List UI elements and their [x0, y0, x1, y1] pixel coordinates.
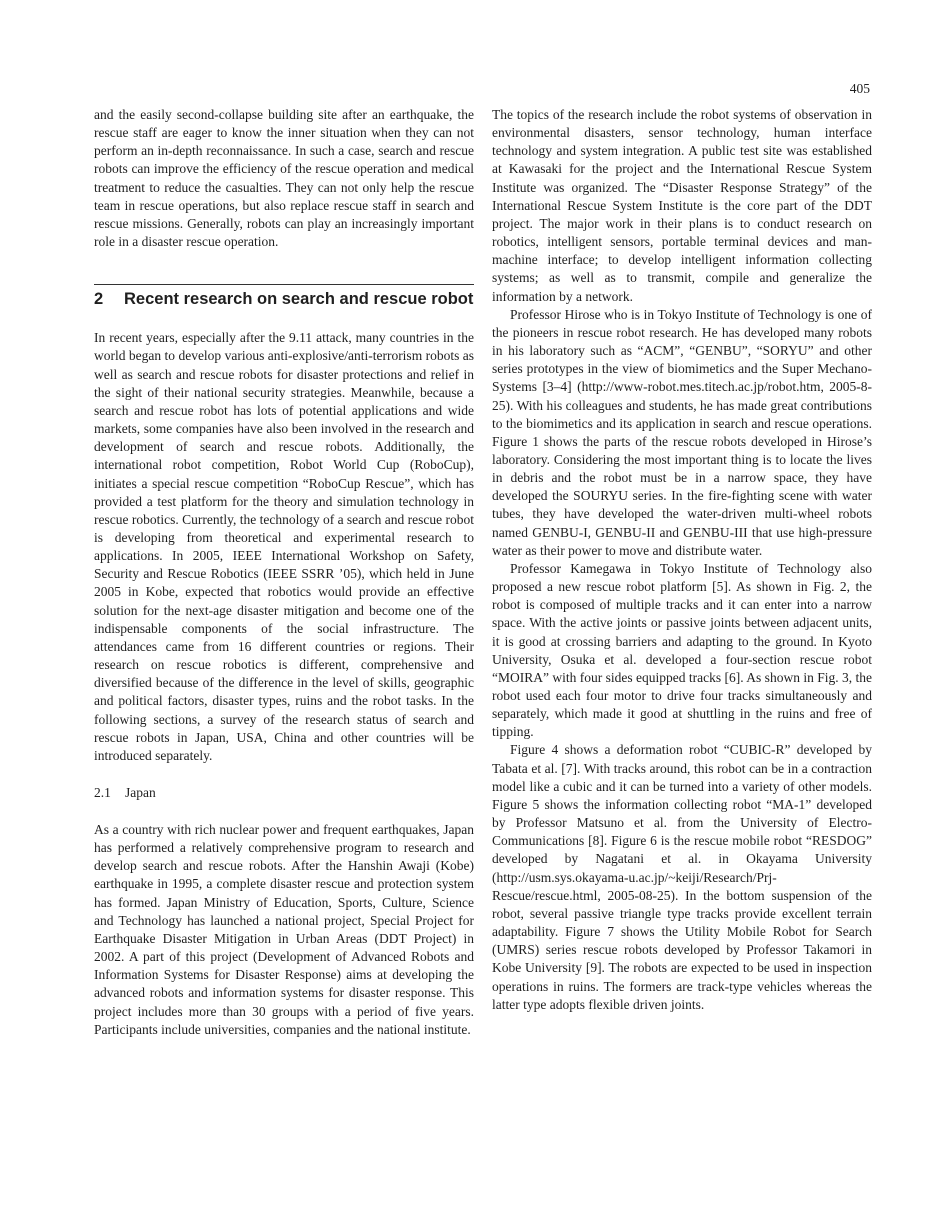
- section-number: 2: [94, 290, 104, 309]
- subsection-title: Japan: [125, 785, 156, 800]
- japan-paragraph: As a country with rich nuclear power and frequent earthquakes, Japan has performed a relatively comprehensive program to research and develop search and rescue robots. After the Hanshin Awaji (Kobe) earthquake in 1995, a complete disaster rescue and protection system has formed. Japan Ministry of Education, Sports, Culture, Science and Technology has launched a national project, Special Project for Earthquake Disaster Mitigation in Urban Areas (DDT Project) in 2002. A part of this project (Development of Advanced Robots and Information Systems for Disaster Response) aims at developing the advanced robots and information systems for disaster response. This project includes more than 30 groups with a period of five years. Participants include universities, companies and the national institute.: [94, 822, 474, 1037]
- section-title: Recent research on search and rescue robot: [124, 290, 474, 309]
- subsection-heading: [94, 784, 474, 802]
- subsection-number: 2.1: [94, 785, 111, 800]
- body-paragraph: Professor Hirose who is in Tokyo Institute of Technology is one of the pioneers in rescue robot research. He has developed many robots in his laboratory such as “ACM”, “GENBU”, “SORYU” and other series prototypes in the view of biomimetics and the Super Mechano-Systems [3–4] (http://www-robot.mes.titech.ac.jp/robot.htm, 2005-8-25). With his colleagues and students, he has made great contributions to the biomimetics and its application in search and rescue operations. Figure 1 shows the parts of the rescue robots developed in Hirose’s laboratory. Considering the most important thing is to locate the lives in debris and the robot must be in a narrow space, they have developed the SOURYU series. In the fire-fighting scene with water tubes, they have developed the water-driven multi-wheel robots named GENBU-I, GENBU-II and GENBU-III that use high-pressure water as their power to move and distribute water.: [492, 306, 872, 558]
- section-divider: [94, 284, 474, 285]
- right-column: [492, 106, 872, 1014]
- body-paragraph: The topics of the research include the robot systems of observation in environmental disasters, sensor technology, human interface technology and system integration. A public test site was established at Kawasaki for the project and the International Rescue System Institute was organized. The “Disaster Response Strategy” of the International Rescue System Institute is the core part of the DDT project. The major work in their plans is to conduct research on robotics, intelligent sensors, portable terminal devices and man-machine interface; to develop intelligent information collecting systems; as well as to transmit, compile and generalize the information by a network.: [492, 107, 872, 304]
- section-heading: [94, 291, 474, 308]
- intro-paragraph: and the easily second-collapse building site after an earthquake, the rescue staff are eager to know the inner situation when they can not perform an in-depth reconnaissance. In such a case, search and rescue robots can improve the efficiency of the rescue operation and medical treatment to reduce the casualties. They can not only help the rescue team in rescue operations, but also replace rescue staff in search and rescue missions. Generally, robots can play an increasingly important role in a disaster rescue operation.: [94, 107, 474, 250]
- left-column: [94, 106, 474, 1039]
- page-number: 405: [849, 81, 870, 96]
- body-paragraph: Professor Kamegawa in Tokyo Institute of Technology also proposed a new rescue robot platform [5]. As shown in Fig. 2, the robot is composed of multiple tracks and it can enter into a narrow space. With the active joints or passive joints between adjacent units, it is good at crossing barriers and adapting to the ground. In Kyoto University, Osuka et al. developed a four-section rescue robot “MOIRA” with four sides equipped tracks [6]. As shown in Fig. 3, the robot used each four motor to drive four tracks simultaneously and separately, which made it good at shuttling in the ruins and free of tipping.: [492, 560, 872, 740]
- section-paragraph: In recent years, especially after the 9.11 attack, many countries in the world began to develop various anti-explosive/anti-terrorism robots as well as search and rescue robots for disaster protections and relief in the sight of their national security strategies. Meanwhile, because a search and rescue robot has lots of potential applications and wide markets, some companies have also been involved in the research and development of search and rescue robots. Additionally, the international robot competition, Robot World Cup (RoboCup), initiates a special rescue competition “RoboCup Rescue”, which has provided a test platform for the theory and simulation technology in rescue robotics. Currently, the technology of a search and rescue robot is developing from theoretical and experimental research to applications. In 2005, IEEE International Workshop on Safety, Security and Rescue Robotics (IEEE SSRR ’05), which held in June 2005 in Kobe, expected that robotics would provide an effective solution for the next-age disaster mitigation and become one of the indispensable components of the social infrastructure. The attendances came from 16 different countries or regions. Their research on rescue robotics is different, comprehensive and diversified because of the difference in the level of skills, geographic and political factors, disaster types, ruins and the robot tasks. In the following sections, a survey of the research status of search and rescue robots in Japan, USA, China and other countries will be introduced separately.: [94, 330, 474, 763]
- body-paragraph: Figure 4 shows a deformation robot “CUBIC-R” developed by Tabata et al. [7]. With tracks around, this robot can be in a contraction model like a cubic and it can be turned into a variety of other models. Figure 5 shows the information collecting robot “MA-1” developed by Professor Matsuno et al. from the University of Electro-Communications [8]. Figure 6 is the rescue mobile robot “RESDOG” developed by Nagatani et al. in Okayama University (http://usm.sys.okayama-u.ac.jp/~keiji/Research/Prj-Rescue/rescue.html, 2005-08-25). In the bottom suspension of the robot, several passive triangle type tracks provide excellent terrain adaptability. Figure 7 shows the Utility Mobile Robot for Search (UMRS) series rescue robots developed by Professor Takamori in Kobe University [9]. The robots are expected to be used in inspection operations in ruins. The formers are track-type vehicles whereas the latter type adopts flexible driven joints.: [492, 742, 872, 1012]
